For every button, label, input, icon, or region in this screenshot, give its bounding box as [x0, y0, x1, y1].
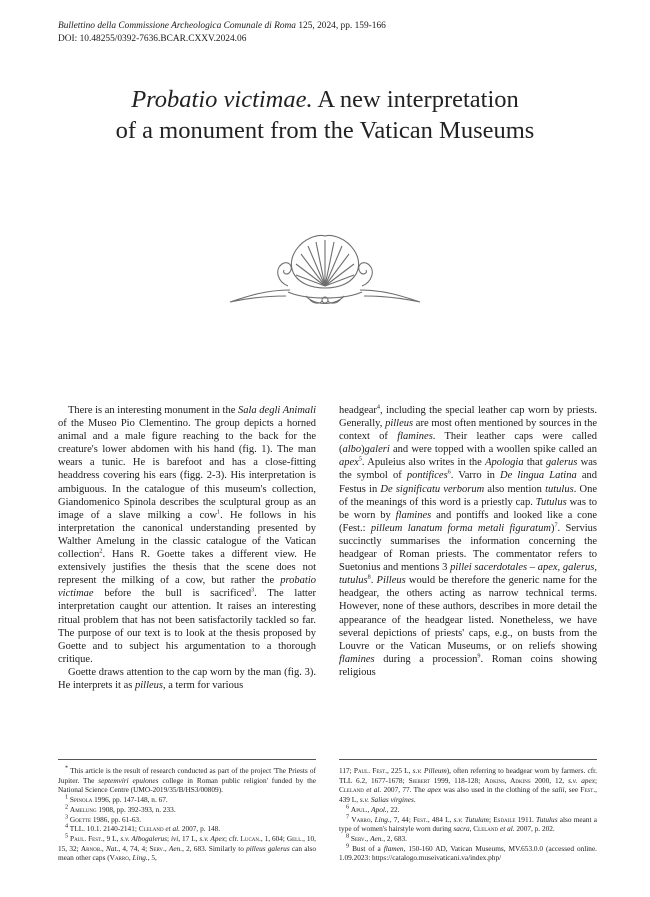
journal-name: Bullettino della Commissione Archeologica Comunale di Roma	[58, 21, 296, 31]
footnote-5-continued	[339, 766, 597, 805]
italic-run: ivi	[170, 833, 179, 843]
author-smallcaps: Spinola	[69, 795, 93, 805]
text-run: , 2, 683. Similarly to	[182, 843, 247, 853]
footnote-ref[interactable]: 4	[376, 403, 380, 411]
text-run: 2007, p. 202.	[514, 824, 555, 834]
text-run: that	[523, 457, 546, 469]
italic-run: Apologia	[485, 457, 524, 469]
italic-run: Aen.	[168, 843, 183, 853]
footnotes-right	[339, 766, 597, 863]
italic-run: pillei sacerdotales – apex, galerus, tutulus	[339, 562, 597, 587]
title-rest: A new interpretation	[312, 86, 519, 113]
footnote-number: 5	[65, 832, 69, 840]
volume-pages: 125, 2024, pp. 159-166	[296, 21, 386, 31]
author-smallcaps: Esdaile	[493, 814, 516, 824]
text-run: 117;	[339, 766, 354, 775]
text-run: , 439 L,	[339, 785, 597, 805]
footnote-2	[58, 805, 316, 815]
text-run: ), often referring to headgear worn by farmers. cfr. TLL 6.2, 1677-1678;	[339, 766, 597, 785]
text-run: , 10, 15, 32;	[58, 833, 316, 853]
author-smallcaps: Cleland	[138, 824, 164, 834]
italic-run: probatio victimae	[58, 575, 316, 600]
footnote-divider-left	[58, 759, 316, 760]
text-run: Goette draws attention to the cap worn by the man (fig. 3). He interprets it as	[58, 666, 316, 691]
text-run: can also mean other caps (	[58, 843, 317, 863]
italic-run: s.v. Apex	[199, 833, 225, 843]
footnote-ref[interactable]: 7	[554, 521, 558, 529]
text-run: ,	[469, 824, 474, 834]
italic-run: pontifices	[406, 470, 448, 482]
text-run: . Servius succinctly summarises the information concerning the headgear of Roman priests. The commentator refers to Suetonius and mentions 3	[339, 522, 597, 574]
italic-run: Sala degli Animali	[238, 405, 316, 416]
text-run: 2007, p. 148.	[180, 824, 221, 834]
text-run: . Roman coins showing religious	[339, 653, 597, 678]
italic-run: pilleus	[385, 418, 414, 430]
italic-run: apex	[427, 785, 442, 795]
text-run: headgear	[339, 405, 377, 416]
text-run: , 9 L,	[102, 833, 121, 843]
italic-run: Ling.	[374, 814, 390, 824]
footnote-7	[339, 815, 597, 834]
author-smallcaps: Cleland	[339, 785, 364, 795]
text-run: 1999, 118-128;	[429, 775, 485, 785]
text-run: , 2, 683.	[383, 833, 407, 843]
author-smallcaps: Gell.	[286, 833, 304, 843]
text-run: , 150-160 AD, Vatican Museums, MV.653.0.0 (accessed online. 1.09.2023: https://catalogo.museivaticani.va/index.php/	[339, 843, 598, 863]
italic-run: pilleus	[134, 679, 163, 691]
author-smallcaps: Siebert	[408, 775, 430, 785]
paragraph-goette	[58, 666, 316, 692]
text-run: ;	[595, 775, 598, 785]
title-line-1	[40, 84, 610, 115]
footnote-star	[58, 766, 316, 795]
text-run: and Festus in	[339, 470, 597, 495]
italic-run: salii	[552, 785, 565, 795]
italic-run: pilleus galerus	[246, 843, 290, 853]
author-smallcaps: Apul.	[350, 804, 368, 814]
text-run: ,	[164, 843, 169, 853]
text-run: 1908, pp. 392-393, n. 233.	[96, 804, 176, 814]
footnote-number: 1	[65, 793, 69, 801]
italic-run: De significatu verborum	[380, 483, 485, 495]
text-run: , 484 L,	[427, 814, 454, 824]
italic-run: et al.	[498, 824, 515, 834]
text-run: 1986, pp. 61-63.	[91, 814, 141, 824]
text-run: , 225 L,	[387, 766, 413, 775]
text-run: . The latter interpretation caught our attention. It raises an interesting ritual problem that has not been satisfactorily tackled so far. The purpose of our text is to look at the thesis proposed by Goette and to subject his argumentation to a thorough critique.	[58, 588, 316, 665]
author-smallcaps: Goette	[69, 814, 92, 824]
footnote-number: 3	[65, 813, 69, 821]
text-run: ,	[370, 814, 375, 824]
author-smallcaps: Lucan.	[240, 833, 261, 843]
italic-run: s.v. Pilleum	[412, 766, 447, 775]
italic-run: Aen.	[370, 833, 384, 843]
text-run: There is an interesting monument in the	[68, 405, 239, 416]
text-run: ,	[367, 804, 372, 814]
text-run: college in Roman public religion' funded by the National Science Centre (UMO-2019/35/B/HS3/00809).	[58, 775, 316, 795]
italic-run: De lingua Latina	[500, 470, 577, 482]
italic-run: Tutulus	[536, 814, 558, 824]
text-run: This article is the result of research conducted as part of the project 'The Priests of Jupiter. The	[58, 766, 316, 785]
footnote-ref[interactable]: 2	[99, 547, 103, 555]
footnote-number: 4	[65, 822, 69, 830]
text-run: ;	[167, 833, 171, 843]
text-run: , 4, 74, 4;	[118, 843, 150, 853]
title-line-2: of a monument from the Vatican Museums	[115, 117, 535, 144]
text-run: and were topped with a woollen spike called an	[389, 444, 597, 456]
title-italic: Probatio victimae.	[131, 86, 313, 113]
footnote-marker: *	[65, 764, 69, 772]
text-run: ,	[101, 843, 106, 853]
author-smallcaps: Paul. Fest.	[353, 766, 388, 775]
italic-run: et al.	[163, 824, 180, 834]
footnote-3	[58, 815, 316, 825]
italic-run: apex	[339, 457, 359, 469]
body-column-left	[58, 404, 316, 692]
text-run: and pontiffs and looked like a cone (Fest.:	[339, 509, 597, 534]
text-run: , see	[564, 785, 581, 795]
text-run: , a term for various	[162, 679, 244, 691]
text-run: . Their leather caps were called (	[339, 431, 598, 456]
italic-run: Tutulus	[535, 496, 567, 508]
text-run: .	[413, 795, 416, 805]
italic-run: flamines	[395, 509, 432, 521]
italic-run: sacra	[453, 824, 470, 834]
italic-run: Pilleus	[376, 575, 406, 587]
footnote-8	[339, 834, 597, 844]
italic-run: albo	[342, 444, 362, 456]
footnote-9	[339, 844, 597, 863]
italic-run: galerus	[545, 457, 578, 469]
footnote-ref[interactable]: 1	[217, 508, 221, 516]
text-run: , 1, 604;	[260, 833, 287, 843]
footnote-4	[58, 824, 316, 834]
text-run: was also used in the clothing of the	[441, 785, 553, 795]
text-run: .	[370, 575, 377, 587]
text-run: , including the special leather cap worn by priests. Generally,	[339, 405, 597, 430]
text-run: 2007, 77. The	[381, 785, 428, 795]
paragraph-intro	[58, 404, 316, 666]
text-run: 2000, 12,	[530, 775, 569, 785]
author-smallcaps: Serv.	[149, 843, 165, 853]
doi: DOI: 10.48255/0392-7636.BCAR.CXXV.2024.06	[58, 34, 247, 44]
text-run: TLL. 10.1. 2140-2141;	[68, 824, 139, 834]
journal-citation	[58, 20, 598, 33]
palmette-shell-ornament-icon	[226, 216, 424, 310]
text-run: was the symbol of	[339, 457, 597, 482]
text-run: ; cfr.	[224, 833, 241, 843]
running-header	[58, 20, 598, 46]
text-run: 1911.	[515, 814, 537, 824]
text-run: ,	[366, 833, 371, 843]
author-smallcaps: Arnob.	[80, 843, 102, 853]
italic-run: flamines	[397, 431, 433, 443]
footnote-ref[interactable]: 8	[367, 573, 371, 581]
author-smallcaps: Adkins, Adkins	[484, 775, 531, 785]
author-smallcaps: Amelung	[69, 804, 97, 814]
text-run: . Hans R. Goette takes a different view. He extensively justifies the thesis that the scene does not represent the milking of a cow, but rather the	[58, 549, 316, 587]
text-run: also mention	[484, 483, 546, 495]
italic-run: s.v. apex	[568, 775, 595, 785]
author-smallcaps: Paul. Fest.	[70, 833, 103, 843]
footnote-1	[58, 795, 316, 805]
author-smallcaps: Serv.	[350, 833, 367, 843]
footnote-ref[interactable]: 9	[477, 652, 481, 660]
footnote-ref[interactable]: 5	[358, 455, 362, 463]
italic-run: Nat.	[105, 843, 119, 853]
italic-run: galeri	[364, 444, 390, 456]
footnote-6	[339, 805, 597, 815]
text-run: before the bull is sacrificed	[93, 588, 252, 600]
article-title	[40, 84, 610, 146]
text-run: 1996, pp. 147-148, n. 67.	[92, 795, 168, 805]
text-run: , 22.	[386, 804, 400, 814]
text-run: . One of the meanings of this word is a priestly cap.	[339, 483, 597, 508]
italic-run: Ling.	[132, 853, 148, 863]
text-run: , 17 L,	[178, 833, 200, 843]
italic-run: pilleum lanatum forma metali figuratum	[370, 522, 551, 534]
italic-run: s.v. Salias virgines	[359, 795, 414, 805]
text-run: , 7, 44;	[389, 814, 414, 824]
text-run: was to be worn by	[339, 496, 597, 521]
text-run: . Apuleius also writes in the	[361, 457, 486, 469]
footnote-ref[interactable]: 3	[251, 586, 255, 594]
footnote-divider-right	[339, 759, 597, 760]
author-smallcaps: Fest.	[580, 785, 596, 795]
author-smallcaps: Fest.	[413, 814, 428, 824]
text-run: during a procession	[374, 653, 478, 665]
text-run: . He follows in his interpretation the canonical understanding presented by Walther Amelung in the classic catalogue of the Vatican collection	[58, 509, 316, 561]
footnote-number: 9	[346, 842, 350, 850]
footnote-number: 7	[346, 813, 350, 821]
italic-run: septemviri epulones	[98, 775, 159, 785]
footnote-number: 6	[346, 803, 350, 811]
italic-run: Apol.	[371, 804, 387, 814]
text-run: Bust of a	[349, 843, 384, 853]
author-smallcaps: Varro	[109, 853, 129, 863]
text-run: ;	[488, 814, 494, 824]
footnote-number: 8	[346, 832, 350, 840]
text-run: . Varro in	[450, 470, 500, 482]
author-smallcaps: Cleland	[473, 824, 499, 834]
author-smallcaps: Varro	[351, 814, 371, 824]
footnotes-left	[58, 766, 316, 863]
italic-run: s.v. Albogalerus	[120, 833, 168, 843]
text-run: )	[550, 522, 555, 534]
footnote-number: 2	[65, 803, 69, 811]
body-column-right	[339, 404, 597, 679]
text-run: are most often mentioned by sources in the context of	[339, 418, 598, 443]
italic-run: flamen	[383, 843, 404, 853]
text-run: would be therefore the generic name for the headgear, the others acting as narrow technical terms. However, none of these authors, describes in more detail the appearance of the headgear listed. Nonetheless, we have several depictions of priests' caps, e.g., on busts from the Louvre or the Vatican Museums, or on reliefs showing	[339, 575, 597, 652]
text-run: of the Museo Pio Clementino. The group depicts a horned animal and a male figure reaching to the back for the creature's lower abdomen with his hand (fig. 1). The man wears a tunic. He is barefoot and has a close-fitting headdress covering his ears (figg. 2-3). His interpretation is ambiguous. In the catalogue of this museum's collection, Giandomenico Spinola describes the sculptural group as an image of a slave milking a cow	[58, 418, 316, 521]
paragraph-headgear	[339, 404, 597, 679]
footnote-5	[58, 834, 316, 863]
footnote-ref[interactable]: 6	[447, 468, 451, 476]
text-run: , 5,	[147, 853, 157, 863]
text-run: )	[361, 444, 365, 456]
text-run: ,	[128, 853, 133, 863]
italic-run: s.v. Tutulum	[453, 814, 489, 824]
italic-run: et al.	[363, 785, 382, 795]
text-run: also meant a type of women's hairstyle worn during	[339, 814, 598, 834]
italic-run: flamines	[339, 653, 375, 665]
italic-run: tutulus	[545, 483, 574, 495]
